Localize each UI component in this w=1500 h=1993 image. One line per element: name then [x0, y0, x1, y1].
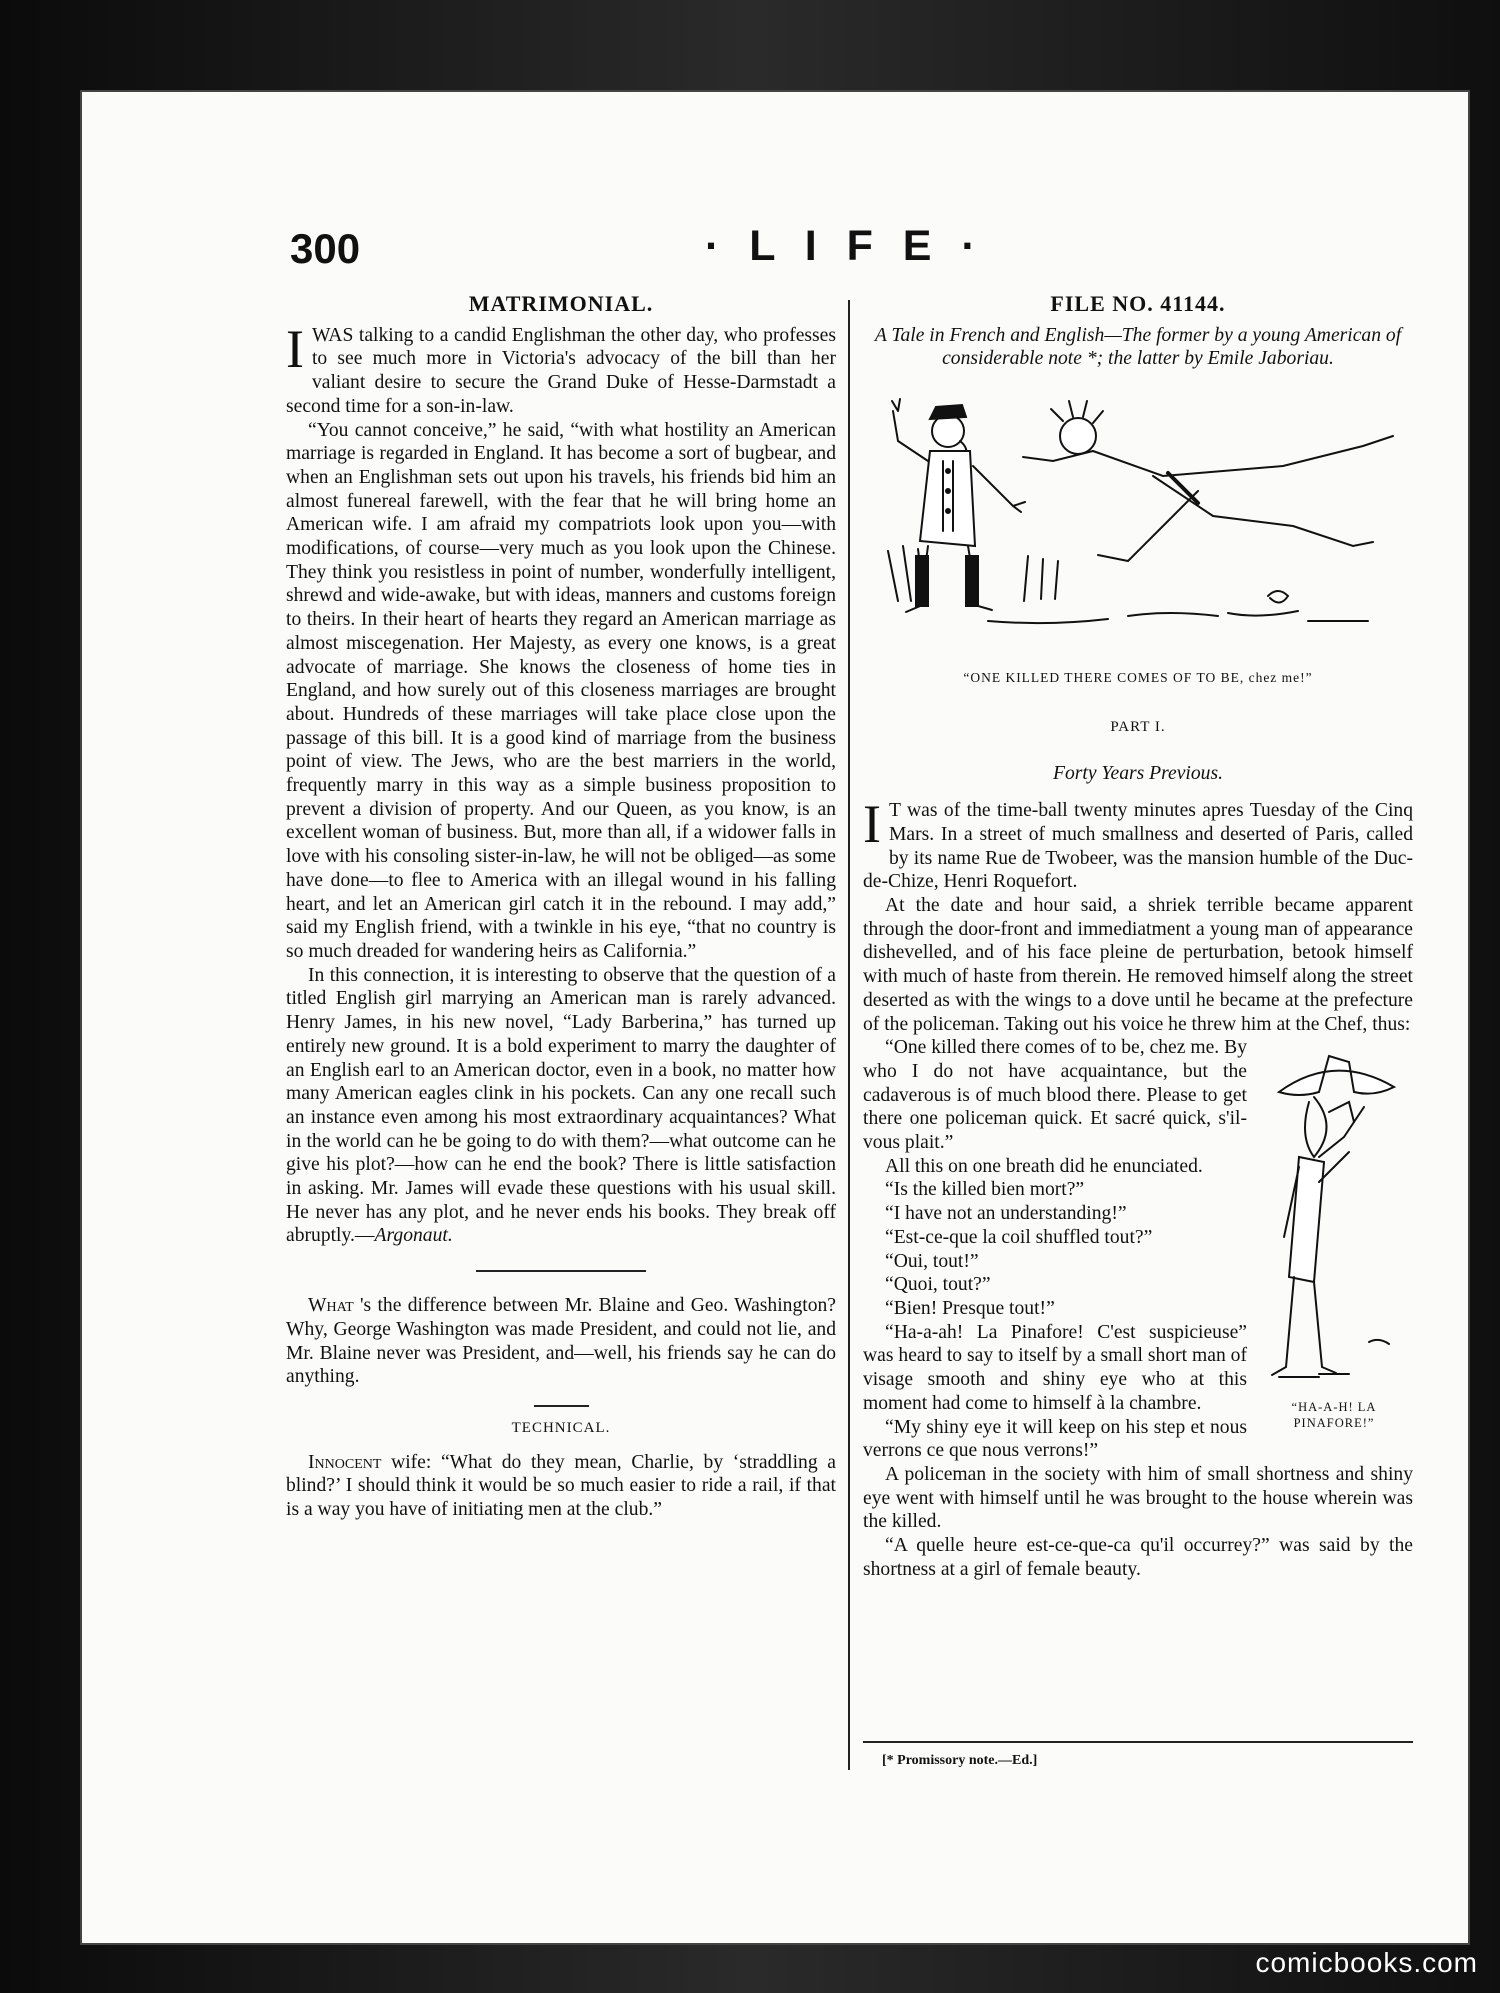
source-credit: Argonaut.: [374, 1225, 453, 1247]
dialogue-line: A policeman in the society with him of small shortness and shiny eye went with himself until he was brought to the house wherein was the killed.: [863, 1463, 1413, 1533]
footnote: [* Promissory note.—Ed.]: [882, 1753, 1038, 1768]
part-heading: PART I.: [1110, 718, 1166, 735]
dialogue-line: “Bien! Presque tout!”: [885, 1297, 1055, 1319]
right-column: [863, 292, 1413, 1581]
joke-paragraph: Innocent wife: “What do they mean, Charlie, by ‘straddling a blind?’ I should think it would be so much easier to ride a rail, if that is a way you have of initiating men at the club.”: [286, 1451, 836, 1521]
dialogue-line: “Is the killed bien mort?”: [885, 1179, 1085, 1201]
dialogue-line: “Est-ce-que la coil shuffled tout?”: [885, 1226, 1153, 1248]
dialogue-line: “One killed there comes of to be, chez me. By who I do not have acquaintance, but the cadaverous is of much blood there. Please to get there one policeman quick. Et sacré quick, s'il-vous plait.”: [863, 1037, 1247, 1154]
drop-cap: I: [863, 794, 881, 855]
drop-cap: I: [286, 318, 304, 379]
dialogue-line: “Ha-a-ah! La Pinafore! C'est suspicieuse” was heard to say to itself by a small short man of visage smooth and shiny eye who at this moment had come to himself à la chambre.: [863, 1321, 1247, 1414]
article-paragraph: IWAS talking to a candid Englishman the other day, who professes to see much more in Victoria's advocacy of the bill than her valiant desire to secure the Grand Duke of Hesse-Darmstadt a second time for a son-in-law.: [286, 318, 836, 417]
article-paragraph: “You cannot conceive,” he said, “with what hostility an American marriage is regarded in England. It has become a sort of bugbear, and when an Englishman sets out upon his travels, his friends bid him an almost funereal farewell, with the fear that he will bring home an American wife. I am afraid my compatriots look upon you—with modifications, of course—very much as you look upon the Chinese. They think you resistless in point of number, wonderfully intelligent, shrewd and wide-awake, but with ideas, manners and customs foreign to theirs. In their heart of hearts they regard an American marriage as almost miscegenation. Her Majesty, as every one knows, is a great advocate of marriage. She knows the closeness of home ties in England, and how surely out of this closeness marriages are brought about. Hundreds of these marriages will take place close upon the passage of this bill. It is a good kind of marriage from the business point of view. The Jews, who are the best marriers in the world, frequently marry in this way as a simple business proposition to prevent a division of property. And our Queen, as you know, is an excellent woman of business. But, more than all, if a widower falls in love with his consoling sister-in-law, he will not be obliged—as some have done—to flee to America with an illegal wound in his falling heart, and let an American girl catch it in the rebound. I may add,” said my English friend, with a twinkle in his eye, “that no country is so much dreaded for wandering heirs as California.”: [286, 419, 836, 962]
dialogue-line: “I have not an understanding!”: [885, 1203, 1127, 1225]
watermark: comicbooks.com: [1255, 1947, 1478, 1978]
article-title-file: FILE NO. 41144.: [1050, 291, 1226, 316]
part-subheading: Forty Years Previous.: [1053, 762, 1223, 784]
chase-illustration: [868, 381, 1408, 656]
figure-caption: “HA-A-H! LA PINAFORE!”: [1291, 1400, 1377, 1431]
article-title-matrimonial: MATRIMONIAL.: [468, 291, 654, 316]
dialogue-line: “Quoi, tout?”: [885, 1274, 991, 1296]
section-divider: [476, 1270, 646, 1272]
dialogue-line: All this on one breath did he enunciated.: [885, 1155, 1203, 1177]
article-title-technical: TECHNICAL.: [511, 1419, 611, 1436]
illustration-caption: “ONE KILLED THERE COMES OF TO BE, chez me!”: [963, 670, 1313, 686]
left-column: [286, 292, 836, 1522]
column-end-rule: [863, 1741, 1413, 1743]
detective-figure: [1255, 1042, 1413, 1431]
dialogue-line: “My shiny eye it will keep on his step et nous verrons ce que nous verrons!”: [863, 1416, 1247, 1462]
masthead-title: · L I F E ·: [705, 222, 985, 270]
detective-illustration: [1259, 1042, 1409, 1397]
story-paragraph: I T was of the time-ball twenty minutes apres Tuesday of the Cinq Mars. In a street of much smallness and deserted of Paris, called by its name Rue de Twobeer, was the mansion humble of the Duc-de-Chize, Henri Roquefort.: [863, 794, 1413, 893]
article-paragraph: In this connection, it is interesting to observe that the question of a titled English girl marrying an American man is rarely advanced. Henry James, in his new novel, “Lady Barberina,” has turned up entirely new ground. It is a bold experiment to marry the daughter of an English earl to an American doctor, even in a book, no matter how many American eagles clink in his pockets. Can any one recall such an instance even among his most extraordinary acquaintances? What in the world can he be going to do with them?—what outcome can he give his plot?—how can he end the book? There is little satisfaction in asking. Mr. James will evade these questions with his usual skill. He never has any plot, and he never ends his books. They break off abruptly.—Argonaut.: [286, 964, 836, 1247]
short-divider: [534, 1405, 589, 1407]
page-number: 300: [290, 225, 361, 272]
joke-paragraph: What 's the difference between Mr. Blaine and Geo. Washington? Why, George Washington was made President, and could not lie, and Mr. Blaine never was President, and—well, his friends say he can do anything.: [286, 1295, 836, 1388]
article-subtitle: A Tale in French and English—The former by a young American of considerable note *; the latter by Emile Jaboriau.: [874, 324, 1402, 370]
dialogue-line: “A quelle heure est-ce-que-ca qu'il occurrey?” was said by the shortness at a girl of female beauty.: [863, 1535, 1413, 1580]
dialogue-line: “Oui, tout!”: [885, 1250, 979, 1272]
column-divider: [848, 300, 850, 1770]
story-paragraph: At the date and hour said, a shriek terrible became apparent through the door-front and immediatment a young man of appearance dishevelled, and of his face pleine de perturbation, betook himself with much of haste from therein. He removed himself along the street deserted as with the wings to a dove until he became at the prefecture of the policeman. Taking out his voice he threw him at the Chef, thus:: [863, 895, 1413, 1035]
